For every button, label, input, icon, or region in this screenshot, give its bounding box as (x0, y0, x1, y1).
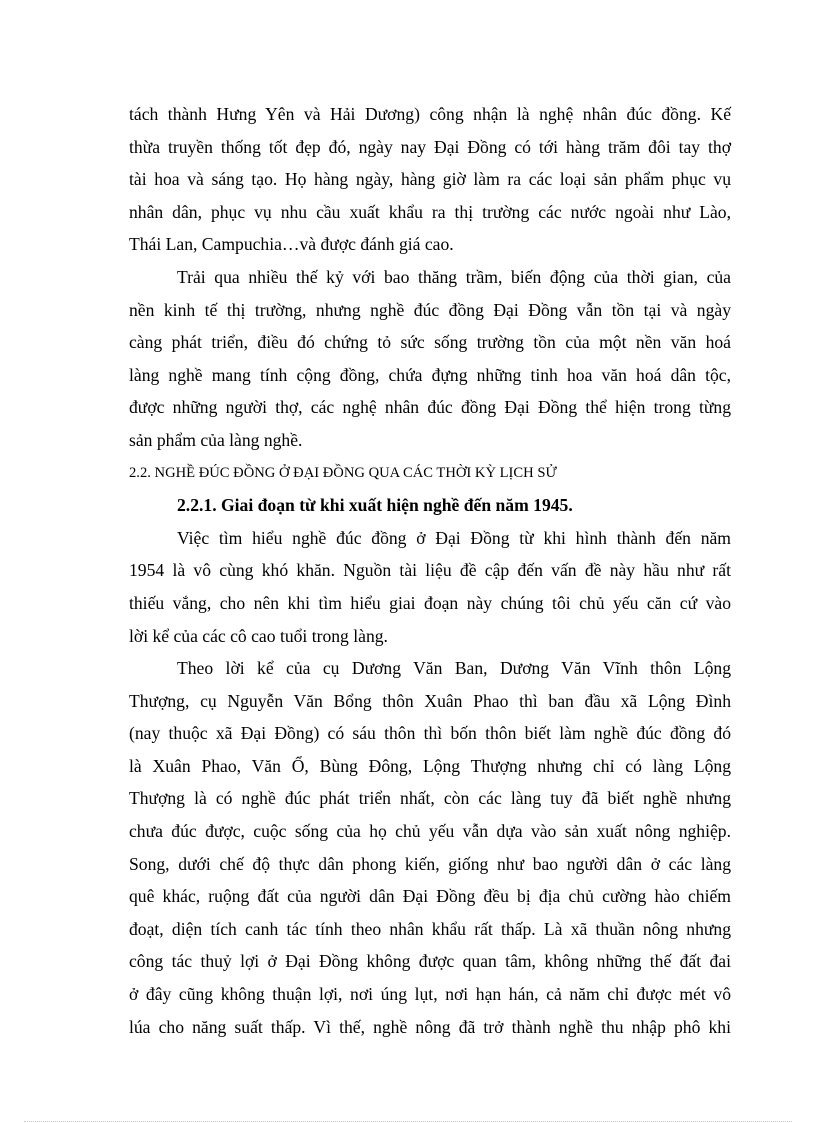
paragraph-line: nền kinh tế thị trường, nhưng nghề đúc đồng Đại Đồng vẫn tồn tại và ngày (129, 299, 731, 320)
paragraph-4 (129, 652, 731, 1043)
paragraph-line: Thái Lan, Campuchia…và được đánh giá cao. (129, 234, 454, 255)
paragraph-line: làng nghề mang tính cộng đồng, chứa đựng những tinh hoa văn hoá dân tộc, (129, 364, 731, 385)
paragraph-line: 1954 là vô cùng khó khăn. Nguồn tài liệu đề cập đến vấn đề này hầu như rất (129, 560, 731, 581)
paragraph-line: lúa cho năng suất thấp. Vì thế, nghề nông đã trở thành nghề thu nhập phô khi (129, 1016, 731, 1037)
paragraph-line: càng phát triển, điều đó chứng tỏ sức sống trường tồn của một nền văn hoá (129, 332, 731, 353)
paragraph-line: Thượng, cụ Nguyễn Văn Bổng thôn Xuân Phao thì ban đầu xã Lộng Đình (129, 690, 731, 711)
section-heading: 2.2. NGHỀ ĐÚC ĐỒNG Ở ĐẠI ĐỒNG QUA CÁC THỜI KỲ LỊCH SỬ (129, 464, 557, 481)
paragraph-3 (129, 522, 731, 652)
paragraph-line: Việc tìm hiểu nghề đúc đồng ở Đại Đồng từ khi hình thành đến năm (177, 527, 731, 548)
paragraph-line: nhân dân, phục vụ nhu cầu xuất khẩu ra thị trường các nước ngoài như Lào, (129, 201, 731, 222)
paragraph-line: công tác thuỷ lợi ở Đại Đồng không được quan tâm, không những thế đất đai (129, 951, 731, 972)
paragraph-line: ở đây cũng không thuận lợi, nơi úng lụt, nơi hạn hán, cả năm chỉ được mét vô (129, 984, 731, 1005)
paragraph-line: Trải qua nhiều thế kỷ với bao thăng trầm, biến động của thời gian, của (177, 266, 731, 287)
paragraph-line: (nay thuộc xã Đại Đồng) có sáu thôn thì bốn thôn biết làm nghề đúc đồng đó (129, 723, 731, 744)
paragraph-line: được những người thợ, các nghệ nhân đúc đồng Đại Đồng thể hiện trong từng (129, 397, 731, 418)
paragraph-line: thừa truyền thống tốt đẹp đó, ngày nay Đại Đồng có tới hàng trăm đôi tay thợ (129, 136, 731, 157)
page-bottom-rule (24, 1121, 792, 1122)
paragraph-line: quê khác, ruộng đất của người dân Đại Đồng đều bị địa chủ cường hào chiếm (129, 886, 731, 907)
document-body (129, 98, 731, 1043)
paragraph-line: Song, dưới chế độ thực dân phong kiến, giống như bao người dân ở các làng (129, 853, 731, 874)
paragraph-line: chưa đúc được, cuộc sống của họ chủ yếu vẫn dựa vào sản xuất nông nghiệp. (129, 821, 731, 842)
paragraph-line: tài hoa và sáng tạo. Họ hàng ngày, hàng giờ làm ra các loại sản phẩm phục vụ (129, 169, 731, 190)
sub-heading: 2.2.1. Giai đoạn từ khi xuất hiện nghề đến năm 1945. (177, 495, 573, 516)
paragraph-line: Thượng là có nghề đúc phát triển nhất, còn các làng tuy đã biết nghề nhưng (129, 788, 731, 809)
paragraph-line: đoạt, diện tích canh tác tính theo nhân khẩu rất thấp. Là xã thuần nông nhưng (129, 918, 731, 939)
paragraph-1 (129, 98, 731, 261)
paragraph-2 (129, 261, 731, 457)
paragraph-line: thiếu vắng, cho nên khi tìm hiểu giai đoạn này chúng tôi chủ yếu căn cứ vào (129, 592, 731, 613)
paragraph-line: tách thành Hưng Yên và Hải Dương) công nhận là nghệ nhân đúc đồng. Kế (129, 104, 731, 124)
paragraph-line: Theo lời kể của cụ Dương Văn Ban, Dương Văn Vĩnh thôn Lộng (177, 658, 731, 679)
paragraph-line: sản phẩm của làng nghề. (129, 429, 303, 450)
paragraph-line: là Xuân Phao, Văn Ổ, Bùng Đông, Lộng Thượng nhưng chỉ có làng Lộng (129, 755, 731, 776)
paragraph-line: lời kể của các cô cao tuổi trong làng. (129, 625, 388, 646)
